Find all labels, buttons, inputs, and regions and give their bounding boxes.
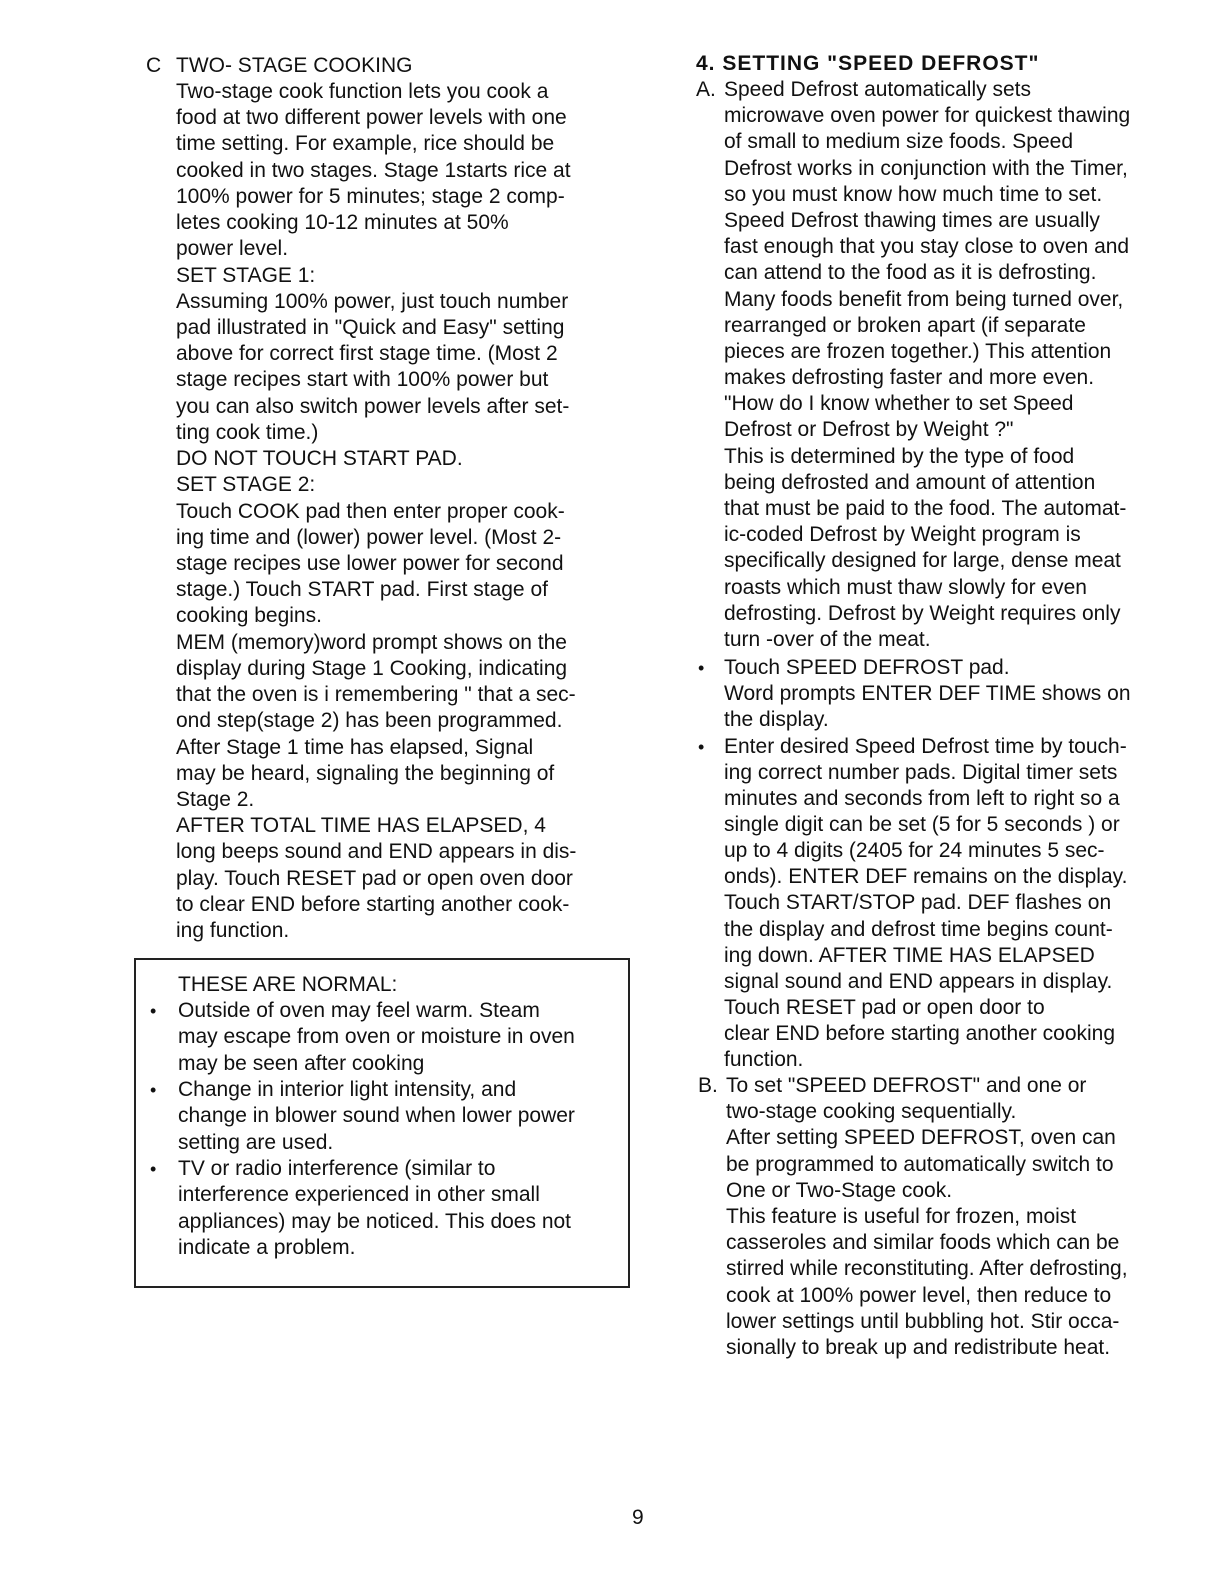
text-line: cooked in two stages. Stage 1starts rice at bbox=[176, 158, 571, 182]
text-line: 100% power for 5 minutes; stage 2 comp- bbox=[176, 184, 565, 208]
text-line: fast enough that you stay close to oven and bbox=[724, 235, 1130, 259]
text-line: rearranged or broken apart (if separate bbox=[724, 313, 1086, 337]
para-a-letter: A. bbox=[696, 78, 716, 101]
text-line: long beeps sound and END appears in dis- bbox=[176, 840, 577, 864]
notice-text-line: appliances) may be noticed. This does not bbox=[178, 1209, 572, 1233]
text-line: Assuming 100% power, just touch number bbox=[176, 289, 569, 313]
text-line: function. bbox=[724, 1047, 804, 1071]
notice-text-line: may be seen after cooking bbox=[178, 1051, 425, 1075]
text-line: Defrost works in conjunction with the Timer, bbox=[724, 156, 1128, 180]
text-line: ing down. AFTER TIME HAS ELAPSED bbox=[724, 943, 1095, 967]
text-line: the display and defrost time begins count- bbox=[724, 917, 1113, 941]
text-line: DO NOT TOUCH START PAD. bbox=[176, 447, 463, 471]
text-line: Speed Defrost automatically sets bbox=[724, 78, 1031, 101]
text-line: above for correct first stage time. (Most 2 bbox=[176, 342, 558, 366]
text-line: SET STAGE 1: bbox=[176, 263, 316, 287]
text-line: sionally to break up and redistribute heat. bbox=[726, 1336, 1111, 1359]
text-line: cooking begins. bbox=[176, 604, 322, 628]
text-line: turn -over of the meat. bbox=[724, 627, 931, 651]
text-line: lower settings until bubbling hot. Stir occa- bbox=[726, 1309, 1120, 1333]
notice-bullet-dot: • bbox=[150, 1080, 157, 1100]
text-line: to clear END before starting another cook- bbox=[176, 892, 570, 916]
text-line: single digit can be set (5 for 5 seconds ) or bbox=[724, 813, 1120, 837]
notice-text-line: indicate a problem. bbox=[178, 1235, 356, 1259]
notice-bullet-dot: • bbox=[150, 1001, 157, 1021]
text-line: Many foods benefit from being turned over, bbox=[724, 287, 1124, 311]
text-line: "How do I know whether to set Speed bbox=[724, 392, 1074, 416]
notice-text-line: TV or radio interference (similar to bbox=[178, 1157, 496, 1180]
text-line: ting cook time.) bbox=[176, 420, 319, 444]
text-line: stage recipes start with 100% power but bbox=[176, 368, 549, 392]
notice-text-line: interference experienced in other small bbox=[178, 1183, 540, 1207]
text-line: be programmed to automatically switch to bbox=[726, 1152, 1114, 1176]
text-line: One or Two-Stage cook. bbox=[726, 1178, 953, 1202]
text-line: Touch COOK pad then enter proper cook- bbox=[176, 499, 565, 523]
text-line: ond step(stage 2) has been programmed. bbox=[176, 709, 563, 733]
text-line: you can also switch power levels after set- bbox=[176, 394, 570, 418]
text-line: the display. bbox=[724, 708, 829, 731]
text-line: After Stage 1 time has elapsed, Signal bbox=[176, 735, 534, 759]
text-line: pad illustrated in "Quick and Easy" setting bbox=[176, 315, 565, 339]
text-line: cook at 100% power level, then reduce to bbox=[726, 1283, 1112, 1307]
text-line: casseroles and similar foods which can be bbox=[726, 1231, 1120, 1255]
text-line: may be heard, signaling the beginning of bbox=[176, 761, 555, 785]
para-b-letter: B. bbox=[698, 1074, 718, 1097]
text-line: stage.) Touch START pad. First stage of bbox=[176, 578, 548, 602]
text-line: Two-stage cook function lets you cook a bbox=[176, 80, 549, 103]
text-line: makes defrosting faster and more even. bbox=[724, 366, 1095, 390]
text-line: This is determined by the type of food bbox=[724, 444, 1075, 468]
text-line: that the oven is i remembering " that a sec- bbox=[176, 683, 576, 707]
text-line: Defrost or Defrost by Weight ?" bbox=[724, 418, 1014, 442]
text-line: microwave oven power for quickest thawing bbox=[724, 104, 1131, 128]
text-line: clear END before starting another cooking bbox=[724, 1021, 1116, 1045]
section-c-letter: C bbox=[146, 54, 162, 77]
text-line: AFTER TOTAL TIME HAS ELAPSED, 4 bbox=[176, 814, 546, 838]
text-line: minutes and seconds from left to right so a bbox=[724, 787, 1120, 811]
bullet-dot: • bbox=[698, 737, 705, 757]
notice-text-line: Change in interior light intensity, and bbox=[178, 1078, 517, 1101]
text-line: stage recipes use lower power for second bbox=[176, 551, 564, 575]
text-line: pieces are frozen together.) This attention bbox=[724, 339, 1112, 363]
text-line: of small to medium size foods. Speed bbox=[724, 130, 1074, 154]
notice-text-line: setting are used. bbox=[178, 1130, 334, 1154]
text-line: After setting SPEED DEFROST, oven can bbox=[726, 1126, 1116, 1150]
text-line: food at two different power levels with one bbox=[176, 106, 567, 130]
text-line: up to 4 digits (2405 for 24 minutes 5 sec- bbox=[724, 839, 1105, 863]
text-line: Touch RESET pad or open door to bbox=[724, 995, 1045, 1019]
text-line: Enter desired Speed Defrost time by touch- bbox=[724, 735, 1127, 758]
text-line: being defrosted and amount of attention bbox=[724, 470, 1096, 494]
page-number: 9 bbox=[632, 1506, 644, 1529]
text-line: Touch SPEED DEFROST pad. bbox=[724, 656, 1010, 679]
section-c-title: TWO- STAGE COOKING bbox=[176, 54, 413, 77]
text-line: Stage 2. bbox=[176, 787, 255, 811]
text-line: letes cooking 10-12 minutes at 50% bbox=[176, 211, 509, 235]
text-line: ing correct number pads. Digital timer sets bbox=[724, 761, 1118, 785]
notice-text-line: may escape from oven or moisture in oven bbox=[178, 1025, 575, 1049]
text-line: onds). ENTER DEF remains on the display. bbox=[724, 865, 1128, 889]
text-line: so you must know how much time to set. bbox=[724, 182, 1103, 206]
text-line: To set "SPEED DEFROST" and one or bbox=[726, 1074, 1087, 1097]
text-line: Word prompts ENTER DEF TIME shows on bbox=[724, 682, 1131, 705]
notice-text-line: Outside of oven may feel warm. Steam bbox=[178, 999, 540, 1022]
text-line: Touch START/STOP pad. DEF flashes on bbox=[724, 891, 1112, 915]
text-line: power level. bbox=[176, 237, 289, 261]
text-line: that must be paid to the food. The automat- bbox=[724, 497, 1127, 521]
text-line: This feature is useful for frozen, moist bbox=[726, 1205, 1077, 1228]
text-line: ing time and (lower) power level. (Most 2- bbox=[176, 525, 562, 549]
text-line: defrosting. Defrost by Weight requires only bbox=[724, 601, 1121, 625]
text-line: two-stage cooking sequentially. bbox=[726, 1100, 1017, 1124]
text-line: specifically designed for large, dense meat bbox=[724, 549, 1121, 573]
notice-bullet-dot: • bbox=[150, 1159, 157, 1179]
notice-title: THESE ARE NORMAL: bbox=[178, 973, 398, 996]
text-line: stirred while reconstituting. After defrosting, bbox=[726, 1257, 1128, 1281]
text-line: signal sound and END appears in display. bbox=[724, 969, 1113, 993]
text-line: ic-coded Defrost by Weight program is bbox=[724, 523, 1081, 547]
notice-text-line: change in blower sound when lower power bbox=[178, 1104, 575, 1128]
section-4-heading: 4. SETTING "SPEED DEFROST" bbox=[696, 52, 1040, 75]
text-line: roasts which must thaw slowly for even bbox=[724, 575, 1087, 599]
text-line: SET STAGE 2: bbox=[176, 473, 316, 497]
text-line: Speed Defrost thawing times are usually bbox=[724, 208, 1100, 232]
text-line: ing function. bbox=[176, 919, 290, 943]
text-line: time setting. For example, rice should be bbox=[176, 132, 555, 156]
bullet-dot: • bbox=[698, 658, 705, 678]
text-line: display during Stage 1 Cooking, indicating bbox=[176, 656, 568, 680]
text-line: MEM (memory)word prompt shows on the bbox=[176, 630, 567, 654]
text-line: play. Touch RESET pad or open oven door bbox=[176, 866, 573, 890]
text-line: can attend to the food as it is defrosting. bbox=[724, 261, 1097, 285]
